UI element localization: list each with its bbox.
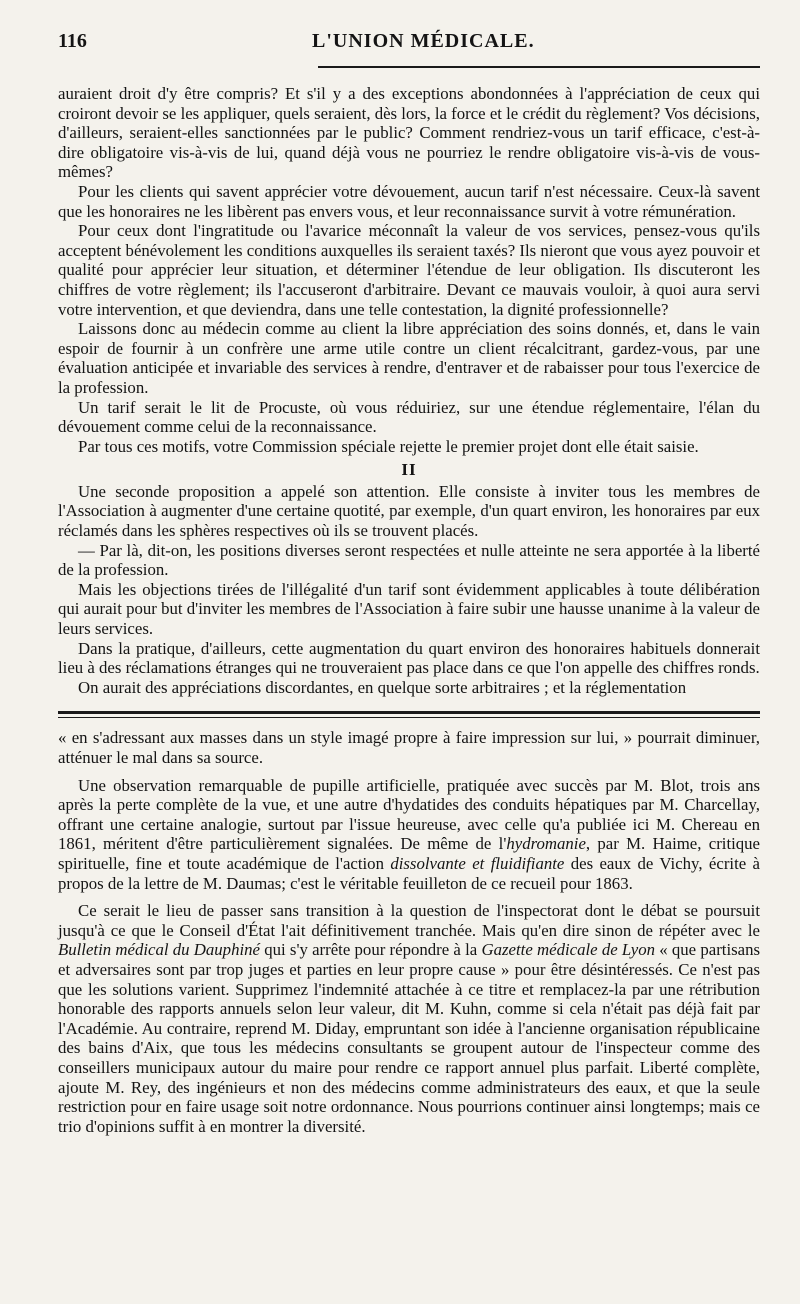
text-run: qui s'y arrête pour répondre à la [259, 940, 482, 960]
feuilleton-divider [58, 711, 760, 718]
italic-term: dissolvante et fluidifiante [390, 853, 565, 873]
journal-title: Gazette médicale de Lyon [481, 940, 655, 960]
text-run: Ce serait le lieu de passer sans transition à la question de l'inspectorat dont le débat se poursuit jusqu'à ce que le Conseil d'État l'ait définitivement tranchée. Mais qu'en dire sinon de répéter avec le [58, 901, 760, 940]
section-heading: II [401, 460, 417, 480]
paragraph: Par tous ces motifs, votre Commission spéciale rejette le premier projet dont elle était saisie. [78, 436, 699, 456]
page-number: 116 [58, 30, 87, 52]
header-rule [318, 66, 760, 68]
text-run: , par M. Haime, critique spirituelle, fine et toute académique de l'action [58, 834, 761, 873]
paragraph: auraient droit d'y être compris? Et s'il y a des exceptions abondonnées à l'appréciation de ceux qui croiront devoir se les appliquer, quels seraient, dès lors, la force et le crédit du règlement? Vos décisions, d'ailleurs, seraient-elles sanctionnées par le public? Comment rendriez-vous un tarif efficace, c'est-à-dire obligatoire vis-à-vis de lui, quand déjà vous ne pourriez le rendre obligatoire vis-à-vis de vous-mêmes? [58, 84, 760, 182]
report-text [58, 84, 760, 697]
running-title: L'UNION MÉDICALE. [312, 30, 535, 52]
paragraph: On aurait des appréciations discordantes, en quelque sorte arbitraires ; et la réglementation [78, 677, 687, 697]
paragraph: Pour ceux dont l'ingratitude ou l'avarice méconnaît la valeur de vos services, pensez-vous qu'ils acceptent bénévolement les conditions auxquelles ils seraient taxés? Ils nieront que vous ayez pouvoir et qualité pour apprécier leur situation, et déterminer l'étendue de leur obligation. Ils discuteront les chiffres de votre règlement; ils l'accuseront d'arbitraire. Devant ce mauvais vouloir, à quoi aura servi votre intervention, et que deviendra, dans une telle contestation, la dignité professionnelle? [58, 221, 760, 319]
paragraph: Un tarif serait le lit de Procuste, où vous réduiriez, sur une étendue réglementaire, l'élan du dévouement comme celui de la reconnaissance. [58, 397, 760, 437]
feuilleton-text [58, 728, 760, 1136]
paragraph: Dans la pratique, d'ailleurs, cette augmentation du quart environ des honoraires habituels donnerait lieu à des réclamations étranges qui ne trouveraient pas place dans ce que l'on appelle des chiffres ronds. [58, 638, 760, 678]
journal-title: Bulletin médical du Dauphiné [58, 940, 260, 960]
paragraph: Laissons donc au médecin comme au client la libre appréciation des soins donnés, et, dans le vain espoir de fournir à un confrère une arme utile contre un client récalcitrant, gardez-vous, par une évaluation anticipée et invariable des services à rendre, d'entraver et de rabaisser pour tous l'exercice de la profession. [58, 319, 760, 397]
paragraph [58, 776, 760, 894]
paragraph [58, 901, 760, 1136]
page-header [58, 30, 760, 66]
paragraph: Mais les objections tirées de l'illégalité d'un tarif sont évidemment applicables à toute délibération qui aurait pour but d'inviter les membres de l'Association à faire subir une hausse unanime à la valeur de leurs services. [58, 579, 760, 639]
paragraph: — Par là, dit-on, les positions diverses seront respectées et nulle atteinte ne sera apportée à la liberté de la profession. [58, 540, 760, 580]
paragraph: Une seconde proposition a appelé son attention. Elle consiste à inviter tous les membres de l'Association à augmenter d'une certaine quotité, par exemple, d'un quart environ, les honoraires par eux réclamés dans les sphères respectives où ils se trouvent placés. [58, 481, 760, 541]
paragraph: « en s'adressant aux masses dans un style imagé propre à faire impression sur lui, » pourrait diminuer, atténuer le mal dans sa source. [58, 728, 760, 767]
text-run: « que partisans et adversaires sont par trop juges et parties en leur propre cause » pour être désintéressés. Ce n'est pas que les solutions varient. Supprimez l'indemnité attachée à ce titre et remplacez-la par une rétribution honorable des rapports annuels selon leur valeur, dit M. Kuhn, comme si cela n'était pas déjà fait par l'Académie. Au contraire, reprend M. Diday, empruntant son idée à l'ancienne organisation républicaine des bains d'Aix, que tous les médecins consultants se groupent autour de l'inspecteur comme des conseillers municipaux autour du maire pour rendre ce rapport annuel plus parfait. Liberté complète, ajoute M. Rey, des ingénieurs et non des médecins comme administrateurs des eaux, et que la seule restriction pour en faire usage soit notre ordonnance. Nous pourrions continuer ainsi longtemps; mais ce trio d'opinions suffit à en montrer la diversité. [58, 940, 761, 1136]
italic-term: hydromanie [506, 834, 586, 854]
text-run: Une observation remarquable de pupille artificielle, pratiquée avec succès par M. Blot, trois ans après la perte complète de la vue, et une autre d'hydatides des conduits hépatiques par M. Charcellay, offrant une certaine analogie, surtout par l'issue heureuse, avec celle qu'a publiée ici M. Chereau en 1861, méritent d'être particulièrement signalées. De même de l' [58, 775, 760, 854]
text-run: des eaux de Vichy, écrite à propos de la lettre de M. Daumas; c'est le véritable feuilleton de ce recueil pour 1863. [58, 853, 760, 893]
paragraph: Pour les clients qui savent apprécier votre dévouement, aucun tarif n'est nécessaire. Ceux-là savent que les honoraires ne les libèrent pas envers vous, et leur reconnaissance survit à votre rémunération. [58, 181, 760, 221]
